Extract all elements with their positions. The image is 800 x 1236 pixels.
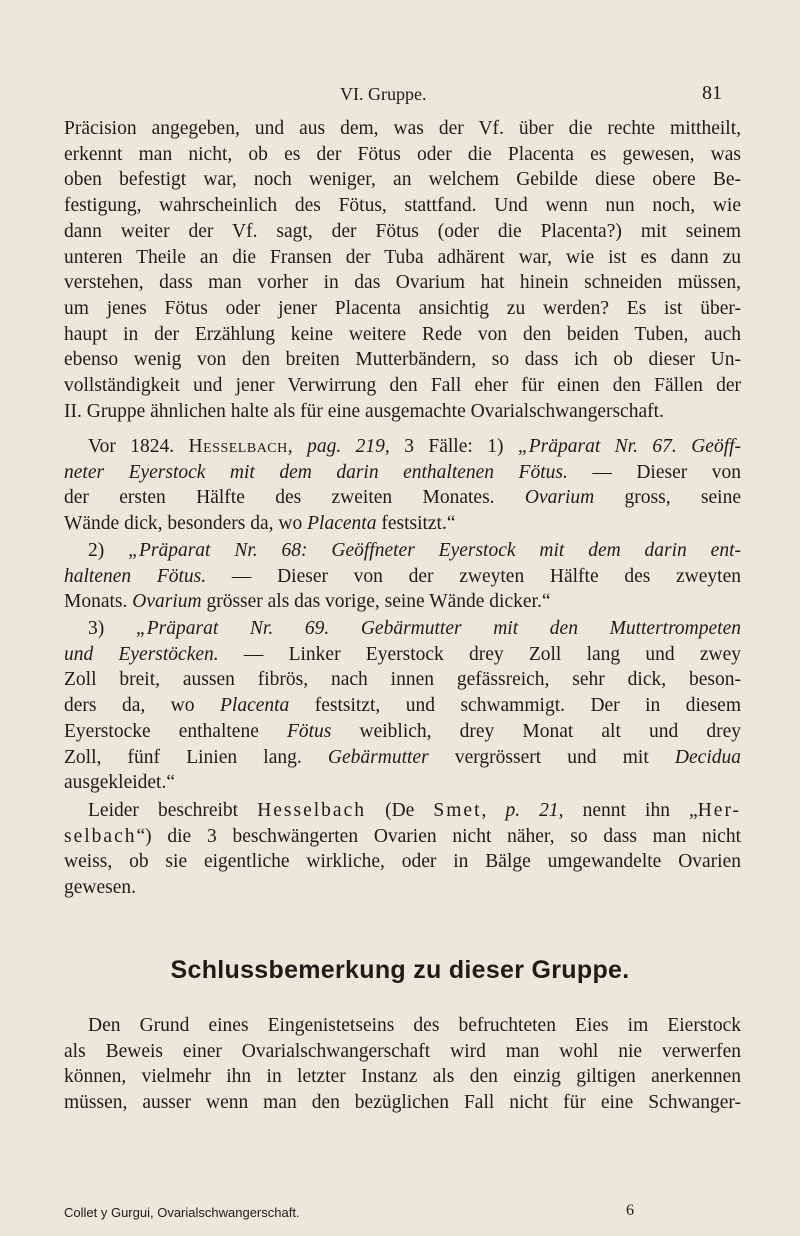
publication-title: Collet y Gurgui, Ovarialschwangerschaft.: [64, 1205, 300, 1220]
text-line: weiss, ob sie eigentliche wirkliche, oder in Bälge umgewandelte Ovarien: [64, 851, 741, 873]
text-line: haupt in der Erzählung keine weitere Rede von den beiden Tuben, auch: [64, 323, 741, 345]
text-line: unteren Theile an die Fransen der Tuba adhärent war, wie ist es dann zu: [64, 246, 741, 268]
text-line: können, vielmehr ihn in letzter Instanz als den einzig giltigen anerkennen: [64, 1066, 741, 1088]
paragraph-continuation: [64, 116, 741, 424]
text-line: Monats. Ovarium grösser als das vorige, seine Wände dicker.“: [64, 591, 551, 613]
text-line: ders da, wo Placenta festsitzt, und schwammigt. Der in diesem: [64, 695, 741, 717]
text-line: müssen, ausser wenn man den bezüglichen Fall nicht für eine Schwanger-: [64, 1092, 741, 1114]
author-name: Smet: [433, 800, 482, 821]
text-line: Eyerstocke enthaltene Fötus weiblich, drey Monat alt und drey: [64, 720, 741, 742]
page-number: 81: [702, 82, 722, 104]
case-3-quote: [64, 616, 741, 796]
closing-paragraph: [64, 1013, 741, 1116]
text-line: ausgekleidet.“: [64, 772, 175, 794]
running-title: VI. Gruppe.: [340, 84, 427, 104]
text-line: um jenes Fötus oder jener Placenta ansichtig zu werden? Es ist über-: [64, 297, 741, 319]
section-heading: Schlussbemerkung zu dieser Gruppe.: [170, 956, 630, 984]
text-line: Wände dick, besonders da, wo Placenta festsitzt.“: [64, 513, 456, 535]
text-line: Zoll breit, aussen fibrös, nach innen gefässreich, sehr dick, beson-: [64, 669, 741, 691]
text-line: 2) „Präparat Nr. 68: Geöffneter Eyerstock mit dem darin ent-: [88, 540, 741, 561]
text-line: Präcision angegeben, und aus dem, was der Vf. über die rechte mittheilt,: [64, 118, 741, 139]
text-line: dann weiter der Vf. sagt, der Fötus (oder die Placenta?) mit seinem: [64, 220, 741, 242]
text-line: gewesen.: [64, 877, 137, 899]
case-1-quote: [64, 434, 741, 537]
text-line: als Beweis einer Ovarialschwangerschaft wird man wohl nie verwerfen: [64, 1040, 741, 1062]
text-line: oben befestigt war, noch weniger, an welchem Gebilde diese obere Be-: [64, 169, 741, 191]
signature-mark: 6: [626, 1202, 634, 1219]
text-line: und Eyerstöcken. — Linker Eyerstock drey Zoll lang und zwey: [64, 643, 741, 665]
author-name: Hesselbach: [188, 436, 288, 457]
case-2-quote: [64, 538, 741, 615]
text-line: der ersten Hälfte des zweiten Monates. Ovarium gross, seine: [64, 487, 741, 509]
commentary-paragraph: [64, 798, 741, 901]
text-line: Zoll, fünf Linien lang. Gebärmutter vergrössert und mit Decidua: [64, 746, 741, 768]
text-line: festigung, wahrscheinlich des Fötus, stattfand. Und wenn nun noch, wie: [64, 195, 741, 217]
text-line: haltenen Fötus. — Dieser von der zweyten Hälfte des zweyten: [64, 565, 741, 587]
text-line: II. Gruppe ähnlichen halte als für eine ausgemachte Ovarialschwangerschaft.: [64, 400, 664, 422]
page-header: [0, 84, 800, 108]
text-line: 3) „Präparat Nr. 69. Gebärmutter mit den Muttertrompeten: [88, 618, 741, 639]
author-name: Hesselbach: [257, 800, 366, 821]
text-line: Den Grund eines Eingenistetseins des befruchteten Eies im Eierstock: [88, 1015, 741, 1036]
text-line: neter Eyerstock mit dem darin enthaltenen Fötus. — Dieser von: [64, 461, 741, 483]
text-line: ebenso wenig von den breiten Mutterbändern, so dass ich ob dieser Un-: [64, 349, 741, 371]
text-line: Leider beschreibt Hesselbach (De Smet, p. 21, nennt ihn „Her-: [88, 800, 742, 821]
text-line: vollständigkeit und jener Verwirrung den Fall eher für einen den Fällen der: [64, 375, 741, 397]
text-line: erkennt man nicht, ob es der Fötus oder die Placenta es gewesen, was: [64, 143, 741, 165]
text-line: selbach“) die 3 beschwängerten Ovarien nicht näher, so dass man nicht: [64, 825, 741, 847]
text-line: verstehen, dass man vorher in das Ovarium hat hinein schneiden müssen,: [64, 272, 741, 294]
text-line: Vor 1824. Hesselbach, pag. 219, 3 Fälle: 1) „Präparat Nr. 67. Geöff-: [88, 436, 742, 457]
